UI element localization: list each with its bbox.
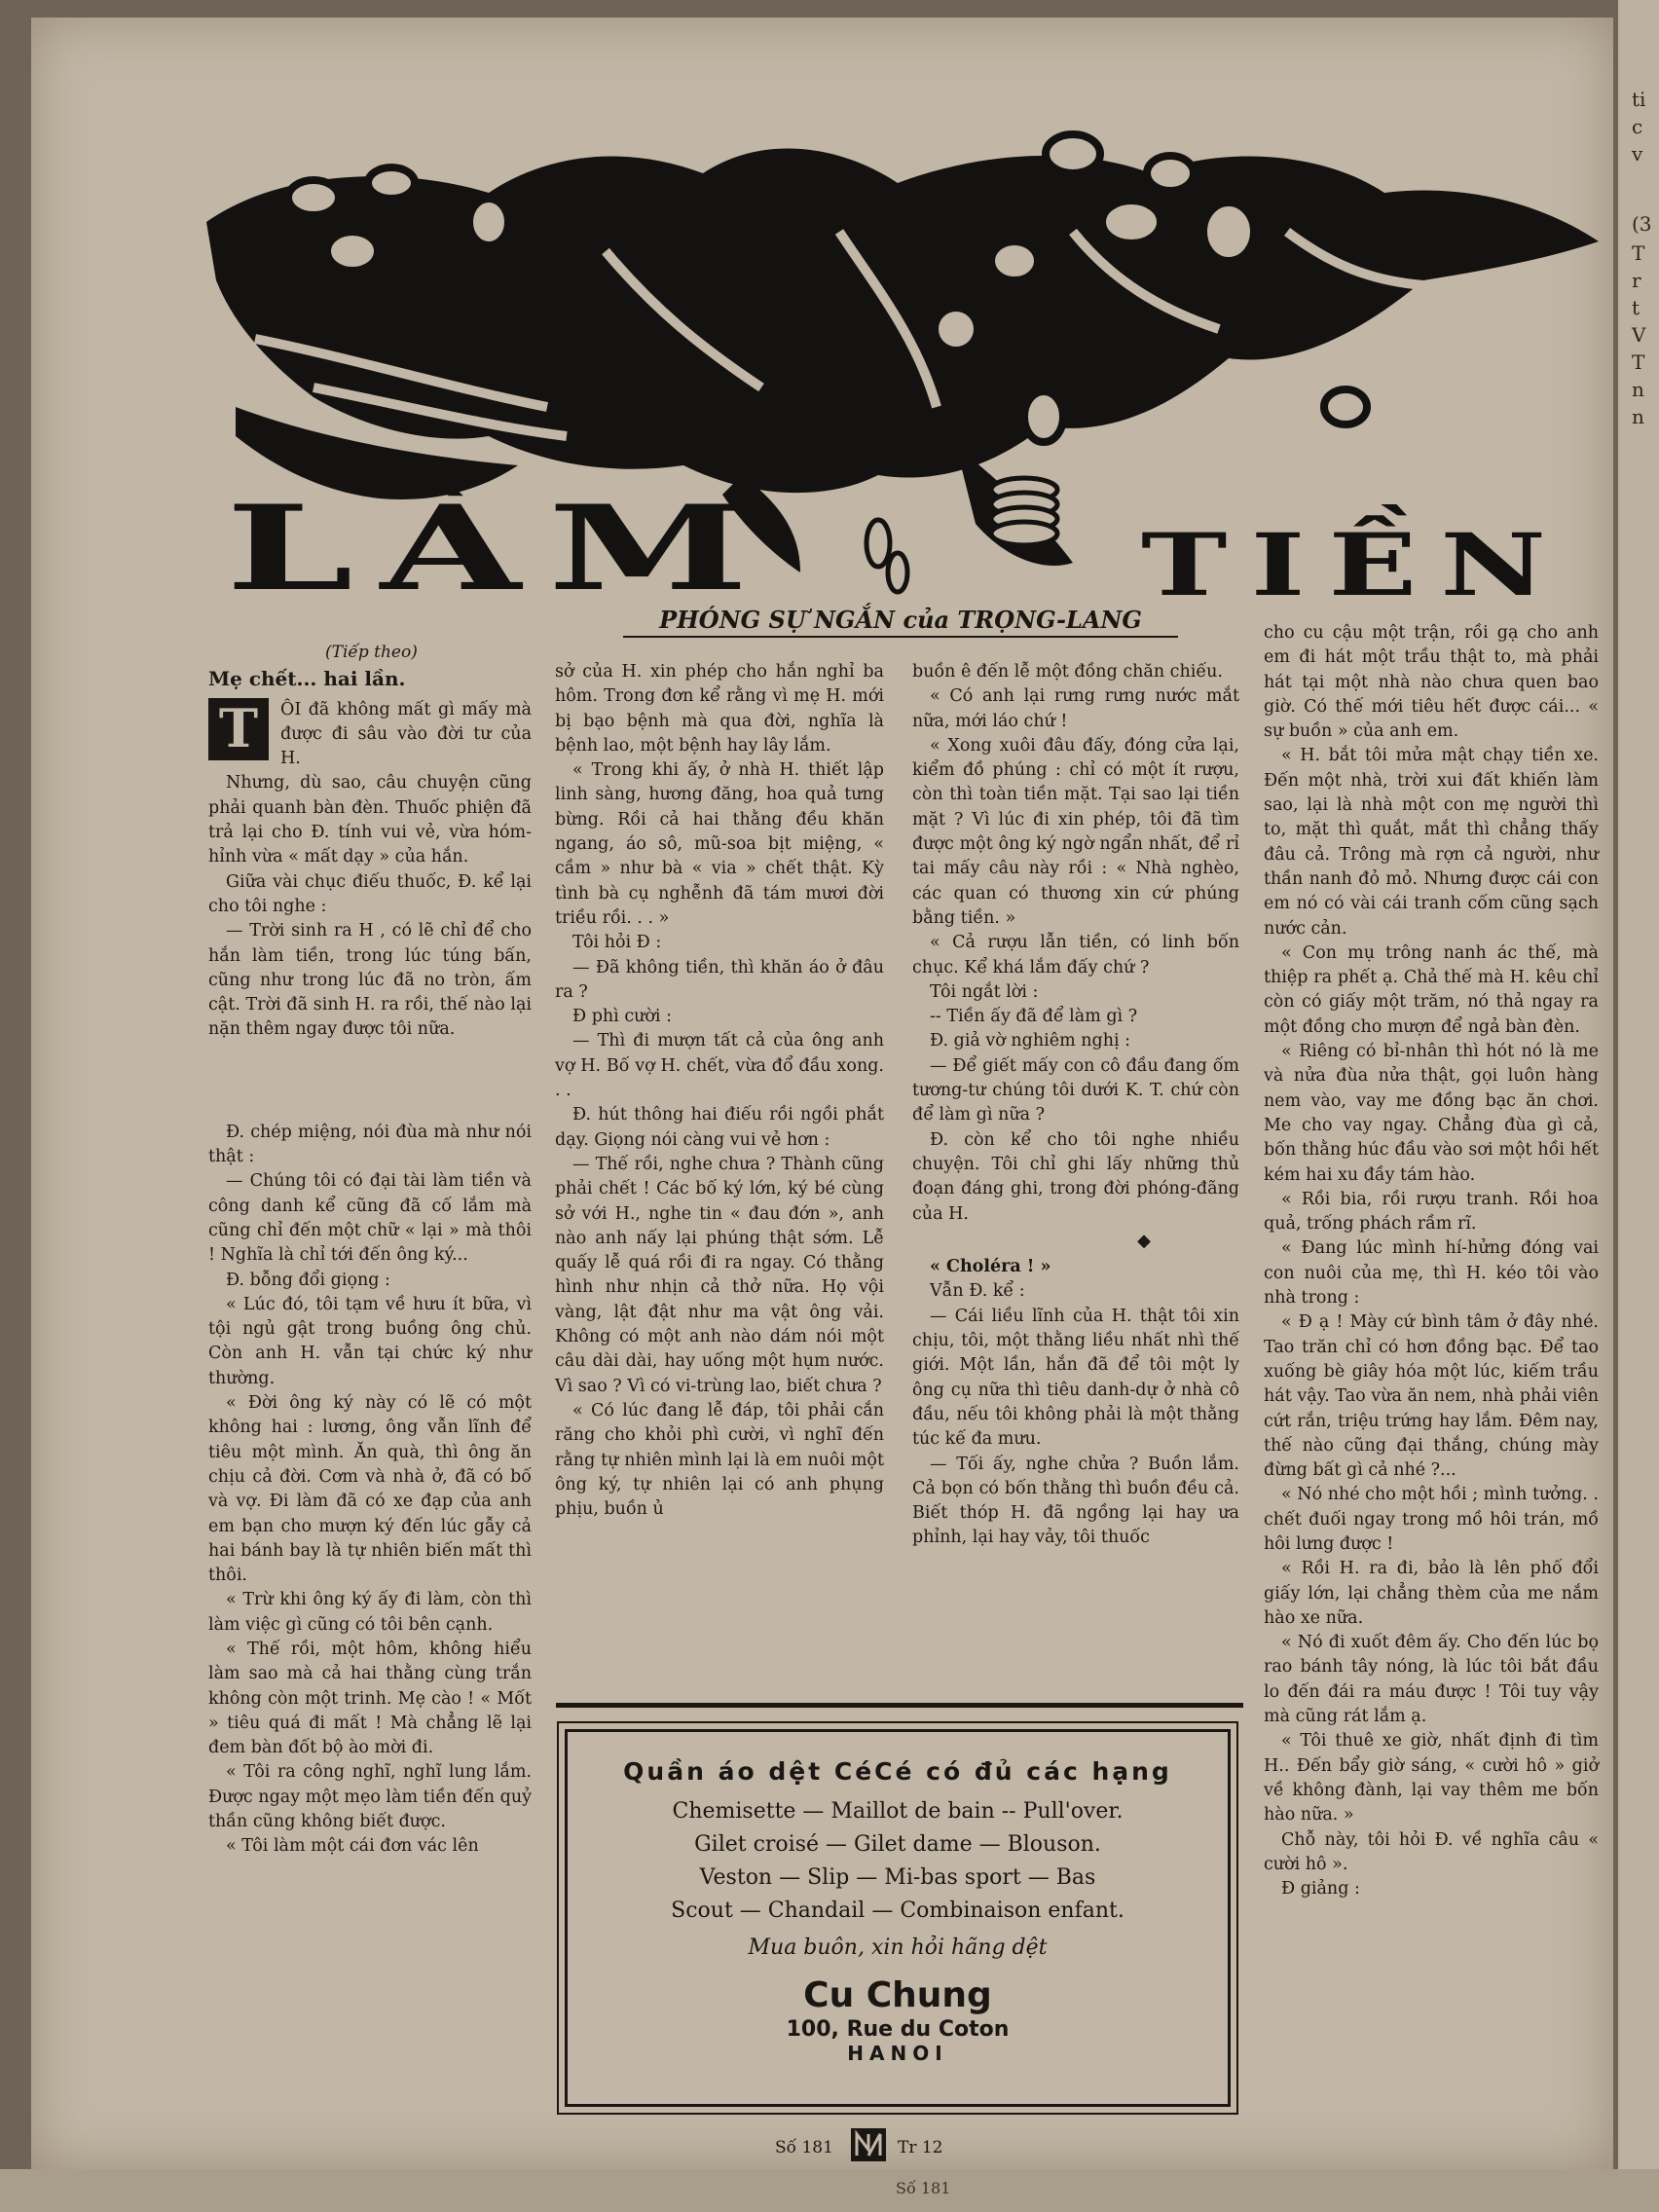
ad-city: HANOI (847, 2042, 948, 2065)
paragraph: « Rồi H. ra đi, bảo là lên phố đổi giấy lớn, lại chẳng thèm của me nắm hào xe nữa. (1264, 1559, 1599, 1628)
paragraph: Nhưng, dù sao, câu chuyện cũng phải quanh bàn đèn. Thuốc phiện đã trả lại cho Đ. tính vui vẻ, vừa hóm-hỉnh vừa « mất dạy » của hắn. (208, 773, 532, 867)
paragraph: — Để giết mấy con cô đầu đang ốm tương-tư chúng tôi dưới K. T. chứ còn để làm gì nữa ? (912, 1055, 1239, 1125)
edge-text-fragment: (3 (1632, 212, 1652, 236)
underlying-page-edge (0, 2169, 1659, 2212)
paragraph: — Trời sinh ra H , có lẽ chỉ để cho hắn làm tiền, trong lúc túng bấn, cũng như trong lúc đã no tròn, ấm cật. Trời đã sinh H. ra rồi, thế nào lại nặn thêm ngay được tôi nữa. (208, 921, 532, 1040)
edge-text-fragment: T (1632, 241, 1645, 265)
paragraph: Đ. bỗng đổi giọng : (226, 1270, 390, 1290)
paragraph: — Thế rồi, nghe chưa ? Thành cũng phải chết ! Các bố ký lớn, ký bé cùng sở với H., nghe tin « đau đớn », anh nào anh nấy lại phúng thật sớm. Lễ quấy lễ quá rồi đi ra ngay. Có thằng hình như nhịn cả thở nữa. Họ vội vàng, lật đật như ma vật ông vải. Không có một anh nào dám nói một câu dài dài, hay uống một hụm nước. Vì sao ? Vì có vi-trùng lao, biết chưa ? (555, 1154, 884, 1396)
paragraph: Tôi ngắt lời : (930, 981, 1039, 1002)
edge-text-fragment: r (1632, 269, 1641, 292)
paragraph: — Chúng tôi có đại tài làm tiền và công danh kể cũng đã cố lắm mà cũng chỉ đến một chữ « lại » mà thôi ! Nghĩa là chỉ tới đến ông ký... (208, 1171, 532, 1266)
paragraph: « Nó đi xuốt đêm ấy. Cho đến lúc bọ rao bánh tây nóng, là lúc tôi bắt đầu lo đến đái ra máu được ! Tôi tuy vậy mà cũng rát lắm ạ. (1264, 1633, 1599, 1727)
paragraph: « Đời ông ký này có lẽ có một không hai : lương, ông vẫn lĩnh để tiêu một mình. Ăn quà, thì ông ăn chịu cả đời. Cơm và nhà ở, đã có bố và vợ. Đi làm đã có xe đạp của anh em bạn cho mượn ký đến lúc gẫy cả hai bánh bay là tự nhiên biến mất thì thôi. (208, 1393, 532, 1586)
edge-text-fragment: v (1632, 142, 1643, 166)
paragraph: Giữa vài chục điếu thuốc, Đ. kể lại cho tôi nghe : (208, 871, 532, 916)
ad-product-line: Scout — Chandail — Combinaison enfant. (671, 1899, 1124, 1923)
paragraph: -- Tiền ấy đã để làm gì ? (930, 1007, 1138, 1027)
edge-text-fragment: ti (1632, 88, 1646, 111)
paragraph: « Tôi ra công nghĩ, nghĩ lung lắm. Được ngay một mẹo làm tiền đến quỷ thần cũng không biết được. (208, 1762, 533, 1832)
column-4 (1264, 621, 1599, 1901)
ad-product-line: Chemisette — Maillot de bain -- Pull'over. (672, 1799, 1124, 1824)
issue-number: Số 181 (775, 2138, 833, 2157)
paragraph: « Tôi làm một cái đơn vác lên (226, 1836, 479, 1857)
page-number: Tr 12 (898, 2138, 943, 2157)
paragraph: « Con mụ trông nanh ác thế, mà thiệp ra phết ạ. Chả thế mà H. kêu chỉ còn có giấy một trăm, nó thả ngay ra một đồng cho mượn để ngả bàn đèn. (1264, 942, 1599, 1037)
ad-product-line: Veston — Slip — Mi-bas sport — Bas (699, 1865, 1096, 1890)
ad-product-list (568, 1795, 1228, 1928)
edge-text-fragment: n (1632, 378, 1644, 401)
section-divider-icon: ◆ (1137, 1230, 1151, 1251)
section-heading: « Choléra ! » (930, 1257, 1051, 1277)
article-byline: PHÓNG SỰ NGẮN của TRỌNG-LANG (623, 606, 1178, 638)
ad-brand-name: Cu Chung (803, 1975, 992, 2015)
edge-text-fragment: n (1632, 405, 1644, 428)
paragraph: « Trừ khi ông ký ấy đi làm, còn thì làm việc gì cũng có tôi bên cạnh. (208, 1590, 532, 1635)
paragraph: Chỗ này, tôi hỏi Đ. về nghĩa câu « cười hô ». (1264, 1829, 1599, 1874)
continued-label: (Tiếp theo) (325, 643, 418, 662)
paragraph: « Cả rượu lẫn tiền, có linh bốn chục. Kể khá lắm đấy chứ ? (912, 933, 1239, 977)
paragraph: Đ. hút thông hai điếu rồi ngồi phắt dạy. Giọng nói càng vui vẻ hơn : (555, 1105, 884, 1150)
paragraph: « Trong khi ấy, ở nhà H. thiết lập linh sàng, hương đăng, hoa quả tưng bừng. Rồi cả hai thằng đều khăn ngang, áo sô, mũ-soa bịt miệng, « cầm » như bà « via » chết thật. Kỳ tình bà cụ nghễnh đã tám mươi đời triều rồi. . . » (555, 760, 884, 928)
paragraph: « Có lúc đang lễ đáp, tôi phải cắn răng cho khỏi phì cười, vì nghĩ đến rằng tự nhiên mình lại là em nuôi một ông ký, tự nhiên lại có anh phụng phịu, buồn ủ (555, 1400, 884, 1520)
paragraph: — Đã không tiền, thì khăn áo ở đâu ra ? (555, 957, 884, 1002)
underlying-issue-number: Số 181 (896, 2179, 951, 2197)
paragraph: ÔI đã không mất gì mấy mà được đi sâu vào đời tư của H. (280, 699, 532, 769)
dropcap-paragraph (208, 698, 532, 772)
paragraph: « Lúc đó, tôi tạm về hưu ít bữa, vì tội ngủ gật trong buồng ông chủ. Còn anh H. vẫn tại chức ký như thường. (208, 1294, 532, 1388)
title-word-tien: TIỀN (1141, 514, 1570, 615)
paragraph: sở của H. xin phép cho hắn nghỉ ba hôm. Trong đơn kể rằng vì mẹ H. mới bị bạo bệnh mà qua đời, nghĩa là bệnh lao, một bệnh hay lây lắm. (555, 662, 884, 756)
paragraph: Đ. giả vờ nghiêm nghị : (930, 1031, 1131, 1051)
paragraph: Vẫn Đ. kể : (930, 1281, 1025, 1302)
paragraph: « Riêng có bỉ-nhân thì hót nó là me và nửa đùa nửa thật, gọi luôn hàng nem vào, vay me đồng bạc ăn chơi. Me cho vay ngay. Chẳng đùa gì cả, bốn thằng húc đầu vào sơi một hồi hết kém hai xu đầy tám hào. (1264, 1042, 1599, 1185)
paragraph: Đ giảng : (1281, 1879, 1360, 1899)
column-2 (555, 660, 884, 1522)
paragraph: « Có anh lại rưng rưng nước mắt nữa, mới láo chứ ! (912, 686, 1239, 731)
newspaper-logo-icon (849, 2126, 888, 2163)
paragraph: « Tôi thuê xe giờ, nhất định đi tìm H.. Đến bẩy giờ sáng, « cười hô » giở về không đành, lại vay thêm me bốn hào nữa. » (1264, 1731, 1599, 1825)
section-subhead: Mẹ chết... hai lần. (208, 667, 406, 691)
paragraph: cho cu cậu một trận, rồi gạ cho anh em đi hát một trầu thật to, mà phải hát tại một nhà nào chưa quen bao giờ. Có thế mới tiêu hết được cái... « sự buồn » của anh em. (1264, 623, 1599, 742)
ad-wholesale-note: Mua buôn, xin hỏi hãng dệt (748, 1936, 1048, 1960)
advertisement-box (565, 1729, 1231, 2107)
paragraph: — Thì đi mượn tất cả của ông anh vợ H. Bố vợ H. chết, vừa đổ đầu xong. . . (555, 1031, 884, 1101)
paragraph: « Xong xuôi đâu đấy, đóng cửa lại, kiểm đồ phúng : chỉ có một ít rượu, còn thì toàn tiền mặt. Tại sao lại tiền mặt ? Vì lúc đi xin phép, tôi đã tìm được một ông ký ngờ ngẩn nhất, để rỉ tai mấy câu này rồi : « Nhà nghèo, các quan có thương xin cứ phúng bằng tiền. » (912, 735, 1239, 928)
ad-address: 100, Rue du Coton (786, 2017, 1010, 2042)
ad-headline: Quần áo dệt CéCé có đủ các hạng (623, 1757, 1172, 1786)
page-footer (742, 2126, 1034, 2165)
ad-product-line: Gilet croisé — Gilet dame — Blouson. (694, 1832, 1101, 1857)
paragraph: « Đang lúc mình hí-hửng đóng vai con nuôi của mẹ, thì H. kéo tôi vào nhà trong : (1264, 1238, 1599, 1309)
dropcap-letter: T (208, 698, 269, 760)
column-3 (912, 660, 1239, 1551)
title-word-lam: LÀM (226, 480, 776, 617)
edge-text-fragment: c (1632, 115, 1643, 138)
paragraph: « Nó nhé cho một hồi ; mình tưởng. . chết đuối ngay trong mồ hôi trán, mồ hôi lưng được ! (1264, 1485, 1599, 1554)
edge-text-fragment: t (1632, 296, 1641, 319)
paragraph: Đ. chép miệng, nói đùa mà như nói thật : (208, 1122, 532, 1167)
paragraph: « Thế rồi, một hôm, không hiểu làm sao mà cả hai thằng cùng trắn không còn một trinh. Mẹ cào ! « Mốt » tiêu quá đi mất ! Mà chẳng lẽ lại đem bàn đốt bộ ào mời đi. (208, 1639, 532, 1758)
adjacent-page-edge (1618, 0, 1659, 2212)
edge-text-fragment: T (1632, 350, 1645, 374)
ad-top-rule (556, 1703, 1243, 1708)
paragraph: Đ. còn kể cho tôi nghe nhiều chuyện. Tôi chỉ ghi lấy những thủ đoạn đáng ghi, trong đời phóng-đãng của H. (912, 1129, 1239, 1224)
paragraph: « H. bắt tôi mửa mật chạy tiền xe. Đến một nhà, trời xui đất khiến làm sao, lại là nhà một con mẹ người thì to, mặt thì quắt, mắt thì chẳng thấy đâu cả. Trông mà rợn cả người, như thần nanh đỏ mỏ. Nhưng được cái con em nó có vài cái tranh cốm cũng sạch nước cản. (1264, 746, 1599, 939)
paragraph: — Tối ấy, nghe chửa ? Buồn lắm. Cả bọn có bốn thằng thì buồn đều cả. Biết thóp H. đã ngồng lại hay ưa phỉnh, lại hay vảy, tôi thuốc (912, 1454, 1239, 1548)
paragraph: Đ phì cười : (572, 1007, 672, 1027)
paragraph: « Đ ạ ! Mày cứ bình tâm ở đây nhé. Tao trăn chỉ có hơn đồng bạc. Để tao xuống bè giây hóa một lúc, kiếm trầu hát vậy. Tao vừa ăn nem, nhà phải viên cứt rắn, triệu trứng hay lắm. Đêm nay, thế nào cũng đại thắng, chúng mày đừng bất gì cả nhé ?... (1264, 1312, 1599, 1481)
column-1 (208, 641, 532, 1860)
paragraph: « Rồi bia, rồi rượu tranh. Rồi hoa quả, trống phách rầm rĩ. (1264, 1189, 1599, 1235)
paragraph: — Cái liều lĩnh của H. thật tôi xin chịu, tôi, một thằng liều nhất nhì thế giới. Một lần, hắn đã để tôi một ly ông cụ nữa thì tiêu danh-dự ở nhà cô đầu, nếu tôi không phải là một thằng túc kế đa mưu. (912, 1306, 1239, 1450)
newspaper-page (31, 18, 1613, 2169)
paragraph: buồn ê đến lễ một đồng chăn chiếu. (912, 662, 1223, 682)
paragraph: Tôi hỏi Đ : (572, 933, 662, 953)
edge-text-fragment: V (1632, 323, 1646, 347)
